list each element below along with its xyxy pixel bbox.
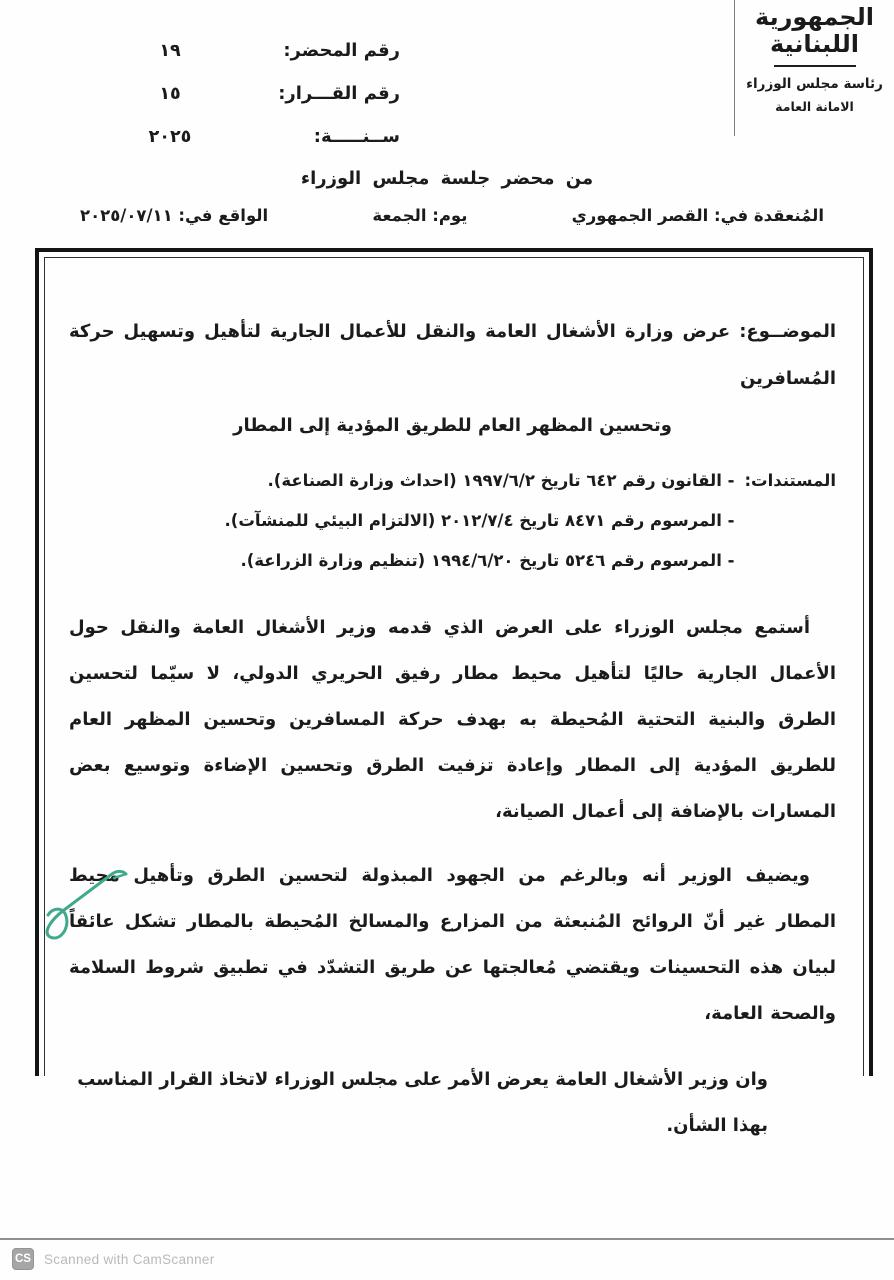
- year-label: ســنـــــة:: [313, 126, 400, 147]
- reference-item: - القانون رقم ٦٤٢ تاريخ ١٩٩٧/٦/٢ (احداث وزارة الصناعة).: [267, 471, 735, 490]
- year-row: [95, 126, 400, 169]
- record-numbers-block: [95, 40, 400, 169]
- body-paragraph-3: وان وزير الأشغال العامة يعرض الأمر على مجلس الوزراء لاتخاذ القرار المناسب بهذا الشأن.: [77, 1069, 768, 1136]
- reference-item: - المرسوم رقم ٨٤٧١ تاريخ ٢٠١٢/٧/٤ (الالتزام البيئي للمنشآت).: [224, 511, 735, 530]
- session-date-label: الواقع في:: [178, 206, 269, 225]
- document-frame-inner: [44, 257, 864, 1136]
- year-value: ٢٠٢٥: [148, 127, 192, 147]
- session-day: [372, 206, 467, 225]
- camscanner-watermark-text: Scanned with CamScanner: [44, 1251, 215, 1267]
- subject-label: الموضــوع:: [739, 321, 836, 342]
- session-day-value: الجمعة: [372, 206, 427, 225]
- session-held-at-label: المُنعقدة في:: [714, 206, 824, 225]
- session-date-value: ٢٠٢٥/٠٧/١١: [80, 206, 173, 225]
- decision-number-label: رقم القـــرار:: [278, 83, 400, 104]
- page-bottom-rule: [0, 1238, 894, 1240]
- emblem-divider: [774, 65, 856, 68]
- emblem-republic-line2: اللبنانية: [769, 29, 859, 58]
- session-title: من محضر جلسة مجلس الوزراء: [300, 168, 594, 189]
- reference-item: - المرسوم رقم ٥٢٤٦ تاريخ ١٩٩٤/٦/٢٠ (تنظيم وزارة الزراعة).: [240, 551, 735, 570]
- session-held-at: [572, 206, 824, 225]
- references-block: [69, 461, 836, 581]
- camscanner-watermark: [12, 1246, 215, 1272]
- signature-path: [47, 871, 126, 938]
- emblem-presidency-line: رئاسة مجلس الوزراء: [746, 76, 883, 93]
- record-number-value: ١٩: [159, 41, 181, 61]
- document-frame: [35, 248, 873, 1136]
- signature-arrow-tip: [114, 874, 126, 878]
- signature-scribble: [34, 858, 138, 942]
- emblem-republic-line1: الجمهورية: [755, 3, 874, 31]
- references-list: [69, 461, 734, 581]
- body-paragraph-2: ويضيف الوزير أنه وبالرغم من الجهود المبذولة لتحسين الطرق وتأهيل محيط المطار غير أنّ الروائح المُنبعثة من المزارع والمسالخ المُحيطة بالمطار تشكل عائقاً لبيان هذه التحسينات ويقتضي مُعالجتها عن طريق التشدّد في تطبيق شروط السلامة والصحة العامة،: [69, 865, 836, 1024]
- record-number-row: [95, 40, 400, 83]
- subject-text: عرض وزارة الأشغال العامة والنقل للأعمال الجارية لتأهيل وتسهيل حركة المُسافرين: [69, 321, 836, 389]
- body-paragraph-1: أستمع مجلس الوزراء على العرض الذي قدمه وزير الأشغال العامة والنقل حول الأعمال الجارية حاليًا لتأهيل محيط مطار رفيق الحريري الدولي، لا سيّما لتحسين الطرق والبنية التحتية المُحيطة به بهدف حركة المسافرين وتحسين المظهر العام للطريق المؤدية إلى المطار وإعادة تزفيت الطرق وتحسين الإضاءة وتوسيع بعض المسارات بالإضافة إلى أعمال الصيانة،: [69, 617, 836, 822]
- camscanner-logo-icon: CS: [12, 1248, 34, 1270]
- subject-line: [69, 308, 836, 402]
- decision-number-row: [95, 83, 400, 126]
- letterhead-emblem: [734, 0, 894, 136]
- subject-continuation: وتحسين المظهر العام للطريق المؤدية إلى المطار: [233, 415, 672, 436]
- record-number-label: رقم المحضر:: [283, 40, 400, 61]
- references-label: المستندات:: [744, 471, 836, 490]
- emblem-secretariat-line: الامانة العامة: [775, 99, 854, 115]
- session-held-at-value: القصر الجمهوري: [571, 206, 709, 225]
- decision-number-value: ١٥: [159, 84, 181, 104]
- session-day-label: يوم:: [432, 206, 468, 225]
- session-date: [80, 206, 268, 225]
- session-details-row: [80, 206, 824, 225]
